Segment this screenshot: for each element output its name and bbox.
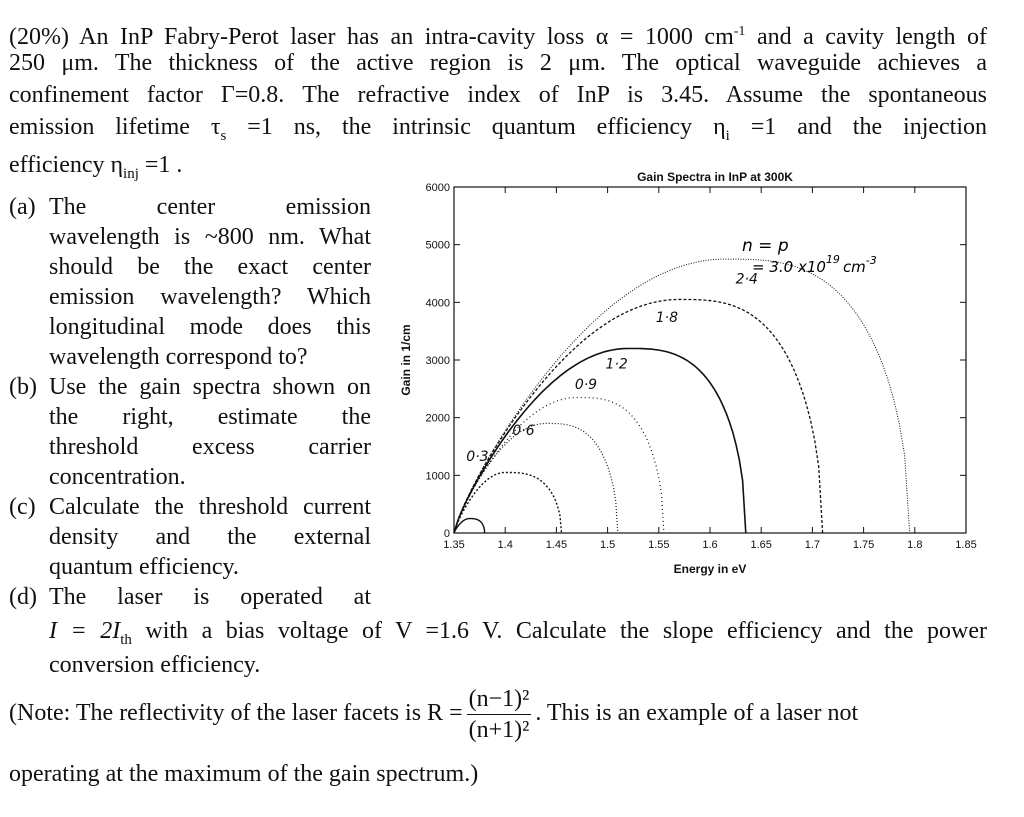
y-axis-ticks — [426, 182, 966, 540]
x-tick-label: 1.7 — [804, 539, 821, 551]
part-c-line: Calculate the threshold current — [49, 494, 371, 520]
y-tick-label: 3000 — [425, 355, 450, 367]
curve-label: 0·9 — [574, 376, 598, 393]
part-a-line: wavelength correspond to? — [49, 344, 308, 370]
curve-label: 1·2 — [605, 356, 628, 373]
annotation-concentration: = 3.0 $x10^{19}$ $cm^{-3}$ — [752, 253, 877, 276]
part-b-line: the right, estimate the — [49, 404, 371, 430]
note-line-2: operating at the maximum of the gain spectrum.) — [9, 761, 479, 787]
x-axis-label: Energy in eV — [673, 562, 747, 576]
part-d-line: The laser is operated at — [49, 584, 371, 610]
gain-curve-0-6 — [454, 472, 562, 533]
intro-line-3: confinement factor Γ=0.8. The refractive index of InP is 3.45. Assume the spontaneous — [9, 82, 987, 108]
y-tick-label: 1000 — [425, 470, 450, 483]
note-text-b: . This is an example of a laser not — [535, 700, 859, 727]
part-b-line: threshold excess carrier — [49, 434, 371, 460]
formula-denominator: (n+1)² — [468, 717, 530, 743]
part-a — [9, 192, 371, 372]
x-tick-label: 1.35 — [443, 539, 465, 551]
reflectivity-formula — [467, 684, 532, 745]
curve-label: 0·6 — [512, 422, 535, 439]
chart-title: Gain Spectra in InP at 300K — [637, 170, 793, 184]
x-tick-label: 1.55 — [648, 539, 670, 551]
x-tick-label: 1.5 — [599, 539, 616, 551]
formula-numerator: (n−1)² — [467, 684, 532, 715]
intro-line-4: emission lifetime $\tau_s =1$ ns, the intrinsic quantum efficiency $\eta_i =1$ and the injection — [9, 114, 987, 144]
part-c-line: quantum efficiency. — [49, 554, 239, 580]
x-tick-label: 1.45 — [545, 539, 568, 551]
concentration-annotation — [742, 236, 877, 276]
series-group — [454, 259, 910, 533]
y-tick-label: 2000 — [425, 412, 450, 425]
parts-column — [9, 192, 371, 582]
x-tick-label: 1.8 — [907, 539, 923, 551]
curve-label: 0·3 — [466, 448, 489, 465]
part-a-label: (a) — [9, 194, 36, 220]
part-a-line: should be the exact center — [49, 254, 371, 280]
part-d — [9, 582, 371, 612]
y-axis-label: Gain in 1/cm — [399, 324, 413, 396]
gain-curve-2-4 — [454, 299, 823, 533]
x-axis-ticks — [443, 187, 976, 551]
y-tick-label: 5000 — [425, 239, 450, 252]
curve-label: 2·4 — [735, 271, 758, 288]
x-tick-label: 1.75 — [852, 539, 875, 551]
y-tick-label: 0 — [443, 528, 450, 540]
part-d-label: (d) — [9, 584, 37, 610]
curve-label: 1·8 — [655, 309, 678, 326]
part-d-line-3: conversion efficiency. — [49, 652, 261, 678]
part-b — [9, 372, 371, 492]
intro-line-5: efficiency $\eta_{inj} =1$ . — [9, 152, 183, 182]
part-b-line: Use the gain spectra shown on — [49, 374, 371, 400]
part-a-line: wavelength is ~800 nm. What — [49, 224, 371, 250]
x-tick-label: 1.85 — [955, 539, 977, 551]
note-text-a: (Note: The reflectivity of the laser facets is R = — [9, 700, 463, 727]
gain-spectra-chart — [390, 165, 990, 605]
part-c-line: density and the external — [49, 524, 371, 550]
part-a-line: longitudinal mode does this — [49, 314, 371, 340]
intro-line-1: (20%) An InP Fabry-Perot laser has an intra-cavity loss α = 1000 $cm^{-1}$ and a cavity length of — [9, 24, 987, 50]
part-a-line: The center emission — [49, 194, 371, 220]
x-tick-label: 1.6 — [702, 539, 718, 551]
part-d-line-2: $I = 2I_{th}$ with a bias voltage of V =1.6 V. Calculate the slope efficiency and the power — [49, 618, 987, 648]
part-a-line: emission wavelength? Which — [49, 284, 371, 310]
part-b-line: concentration. — [49, 464, 186, 490]
annotation-n-equals-p: n = p — [742, 236, 789, 256]
part-c-label: (c) — [9, 494, 36, 520]
intro-line-2: 250 μm. The thickness of the active region is 2 μm. The optical waveguide achieves a — [9, 50, 987, 76]
gain-curve-1-8 — [454, 349, 746, 534]
x-tick-label: 1.4 — [497, 539, 513, 551]
note-line-1 — [9, 684, 858, 745]
y-tick-label: 6000 — [425, 182, 450, 194]
gain-curve-3-0 — [454, 259, 910, 533]
part-c — [9, 492, 371, 582]
x-tick-label: 1.65 — [750, 539, 772, 551]
y-tick-label: 4000 — [425, 297, 450, 310]
plot-frame — [454, 187, 966, 533]
part-b-label: (b) — [9, 374, 37, 400]
